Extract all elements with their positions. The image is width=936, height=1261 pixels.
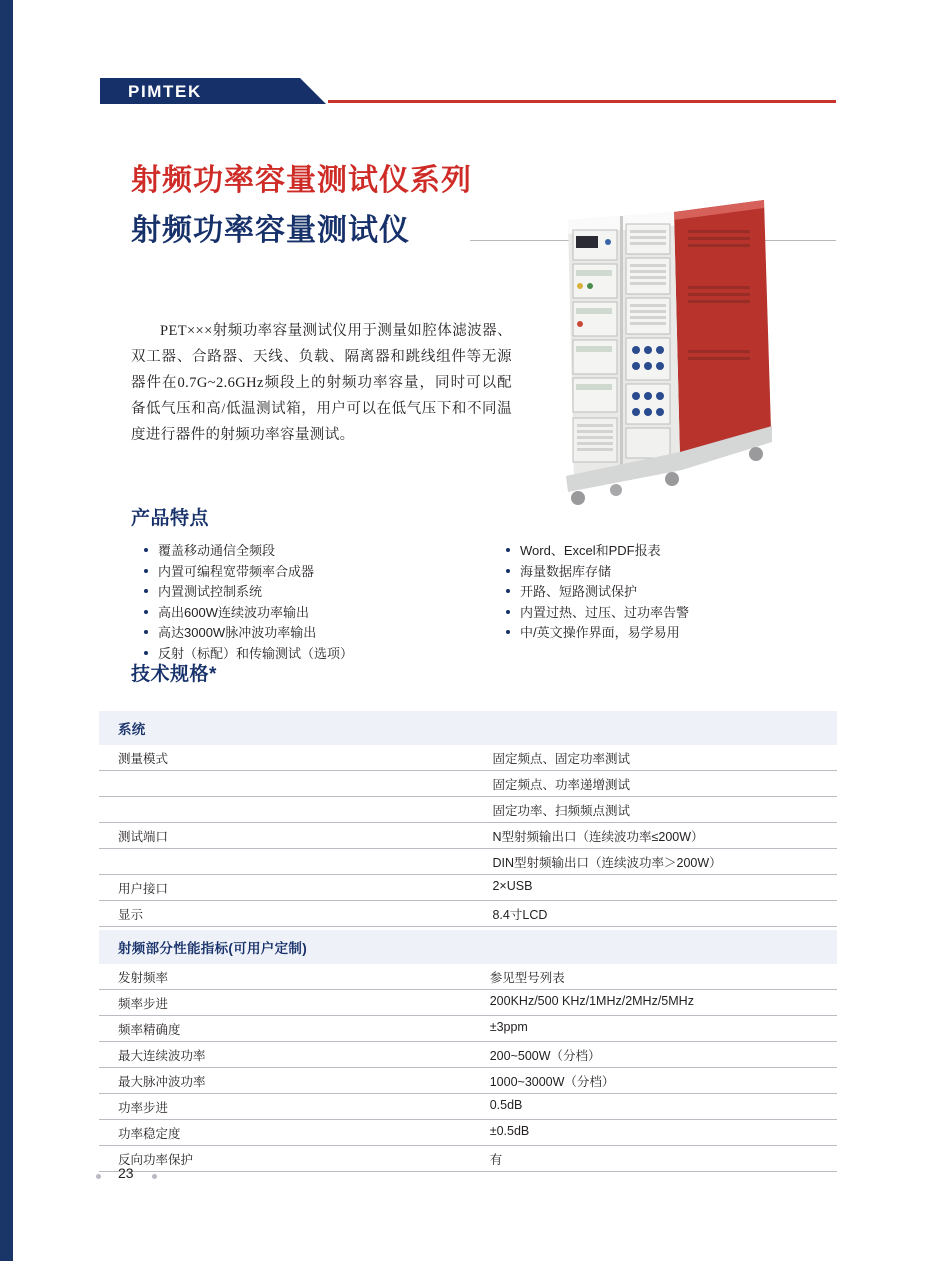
spec-key: 功率步进 <box>99 1094 471 1120</box>
spec-value: 1000~3000W（分档） <box>471 1068 837 1094</box>
spec-key: 最大脉冲波功率 <box>99 1068 471 1094</box>
table-band-label: 射频部分性能指标(可用户定制) <box>99 930 837 964</box>
spec-value: 8.4寸LCD <box>473 901 837 927</box>
table-row <box>99 771 837 797</box>
spec-key: 频率精确度 <box>99 1016 471 1042</box>
spec-key: 测试端口 <box>99 823 473 849</box>
spec-key: 最大连续波功率 <box>99 1042 471 1068</box>
spec-value: N型射频输出口（连续波功率≤200W） <box>473 823 837 849</box>
header-brand-block-tail <box>300 78 326 104</box>
table-row <box>99 964 837 990</box>
spec-table-rf <box>99 930 837 1172</box>
page-header <box>100 78 836 104</box>
table-row <box>99 1068 837 1094</box>
spec-table-system <box>99 711 837 927</box>
list-item: 覆盖移动通信全频段 <box>144 541 474 561</box>
spec-value: 200KHz/500 KHz/1MHz/2MHz/5MHz <box>471 990 837 1016</box>
spec-key: 用户接口 <box>99 875 473 901</box>
spec-key <box>99 797 473 823</box>
page-number: 23 <box>118 1165 134 1181</box>
table-row <box>99 1094 837 1120</box>
table-row <box>99 990 837 1016</box>
table-row <box>99 901 837 927</box>
spec-key <box>99 849 473 875</box>
spec-key: 显示 <box>99 901 473 927</box>
page-footer <box>96 1165 256 1185</box>
product-photo <box>556 190 786 520</box>
table-band-row <box>99 711 837 745</box>
spec-value: 固定频点、固定功率测试 <box>473 745 837 771</box>
list-item: 海量数据库存储 <box>506 562 836 582</box>
spec-value: ±3ppm <box>471 1016 837 1042</box>
list-item: 内置过热、过压、过功率告警 <box>506 603 836 623</box>
page-spine <box>0 0 13 1261</box>
list-item: 内置测试控制系统 <box>144 582 474 602</box>
intro-paragraph: PET×××射频功率容量测试仪用于测量如腔体滤波器、双工器、合路器、天线、负载、隔离器和跳线组件等无源器件在0.7G~2.6GHz频段上的射频功率容量，同时可以配备低气压和高/低温测试箱，用户可以在低气压下和不同温度进行器件的射频功率容量测试。 <box>131 323 512 443</box>
table-row <box>99 1120 837 1146</box>
spec-key: 测量模式 <box>99 745 473 771</box>
table-row <box>99 875 837 901</box>
table-row <box>99 849 837 875</box>
page-title: 射频功率容量测试仪 <box>131 214 410 247</box>
spec-value: 固定频点、功率递增测试 <box>473 771 837 797</box>
table-row <box>99 745 837 771</box>
list-item: 反射（标配）和传输测试（选项） <box>144 644 474 664</box>
spec-key: 功率稳定度 <box>99 1120 471 1146</box>
spec-value: 2×USB <box>473 875 837 901</box>
footer-dot-left-icon <box>96 1174 101 1179</box>
brand-name: PIMTEK <box>128 82 202 101</box>
table-band-label: 系统 <box>99 711 837 745</box>
spec-value: ±0.5dB <box>471 1120 837 1146</box>
list-item: 内置可编程宽带频率合成器 <box>144 562 474 582</box>
list-item: 高出600W连续波功率输出 <box>144 603 474 623</box>
table-row <box>99 823 837 849</box>
table-row <box>99 1042 837 1068</box>
spec-value: 参见型号列表 <box>471 964 837 990</box>
series-title: 射频功率容量测试仪系列 <box>131 164 472 197</box>
spec-value: 200~500W（分档） <box>471 1042 837 1068</box>
spec-value: DIN型射频输出口（连续波功率＞200W） <box>473 849 837 875</box>
list-item: 高达3000W脉冲波功率输出 <box>144 623 474 643</box>
footer-dot-right-icon <box>152 1174 157 1179</box>
spec-value: 0.5dB <box>471 1094 837 1120</box>
list-item: Word、Excel和PDF报表 <box>506 541 836 561</box>
features-list-right <box>506 541 836 644</box>
table-row <box>99 797 837 823</box>
table-band-row <box>99 930 837 964</box>
list-item: 开路、短路测试保护 <box>506 582 836 602</box>
spec-key: 反向功率保护 <box>99 1146 471 1172</box>
header-red-rule <box>328 100 836 103</box>
features-heading: 产品特点 <box>131 508 210 529</box>
list-item: 中/英文操作界面，易学易用 <box>506 623 836 643</box>
spec-key: 频率步进 <box>99 990 471 1016</box>
spec-key: 发射频率 <box>99 964 471 990</box>
spec-value: 固定功率、扫频频点测试 <box>473 797 837 823</box>
specs-heading: 技术规格* <box>131 664 217 685</box>
spec-key <box>99 771 473 797</box>
features-list-left <box>144 541 474 664</box>
spec-value: 有 <box>471 1146 837 1172</box>
table-row <box>99 1016 837 1042</box>
